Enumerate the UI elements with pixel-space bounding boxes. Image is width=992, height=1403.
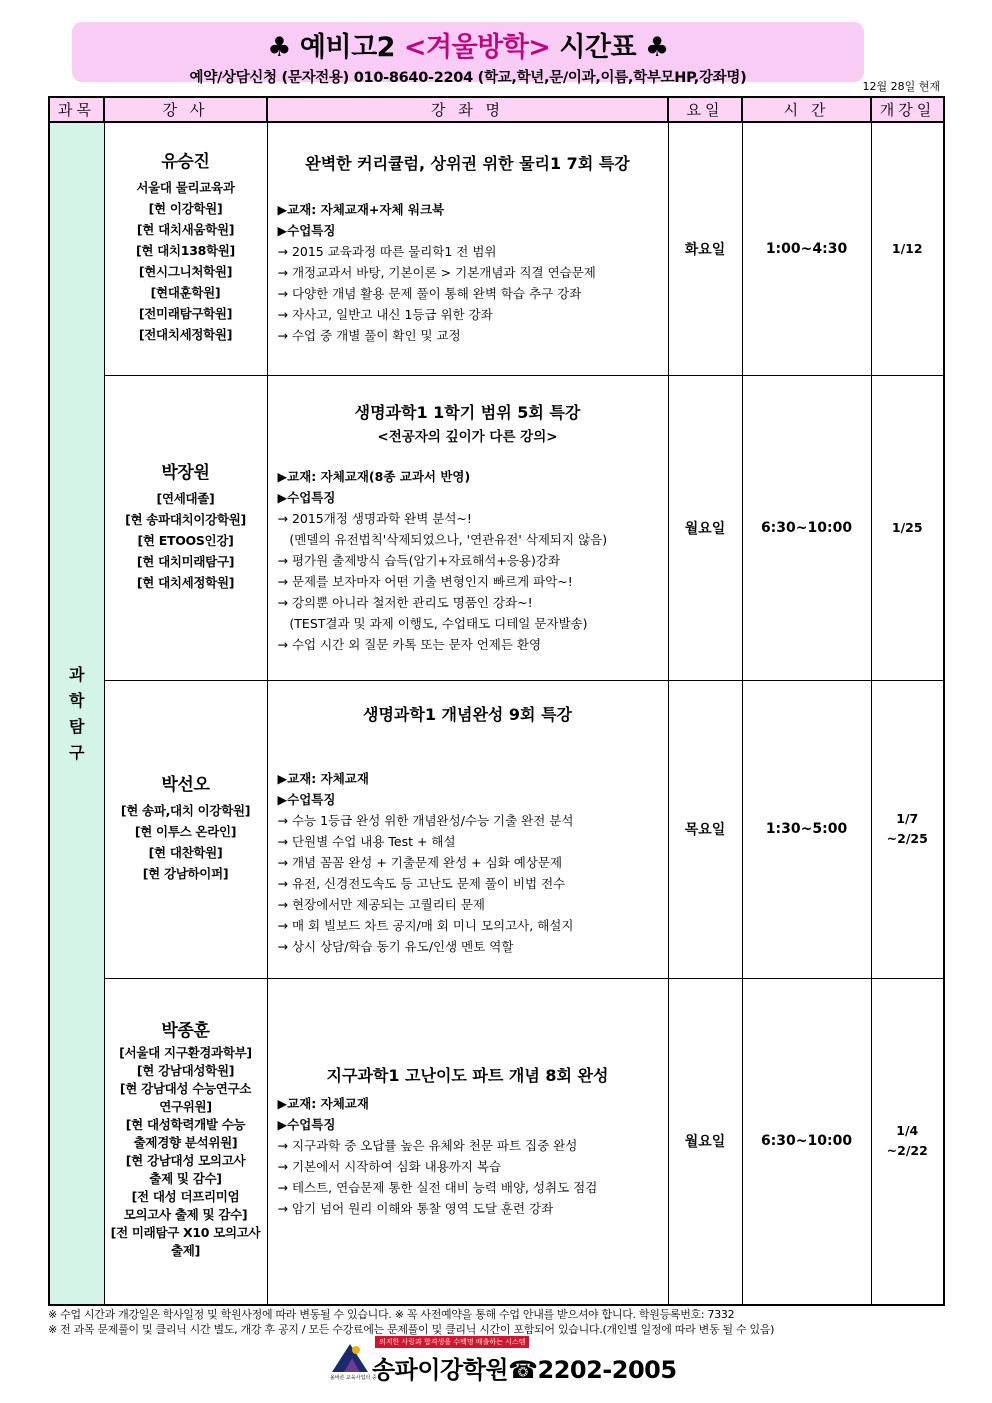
teacher-name: 박종훈 (161, 1021, 210, 1042)
table-header-row (49, 97, 944, 122)
day-cell: 월요일 (668, 978, 742, 1305)
course-subtitle: <전공자의 깊이가 다른 강의> (377, 429, 558, 445)
course-title: 완벽한 커리큘럼, 상위권 위한 물리1 7회 특강 (305, 154, 630, 174)
course-cell: 지구과학1 고난이도 파트 개념 8회 완성 ▶교재: 자체교재 ▶수업특징 → 지구과학 중 오답률 높은 유체와 천문 파트 집중 완성 → 기본에서 시작하여 심화 내용까지 복습 → 테스트, 연습문제 통한 실전 대비 능력 배양, 성취도 점검 → 암기 넘어 원리 이해와 통찰 영역 도달 훈련 강좌 (267, 978, 668, 1305)
contact-line: 예약/상담신청 (문자전용) 010-8640-2204 (학교,학년,문/이과,이름,학부모HP,강좌명) (189, 70, 747, 86)
teacher-cell: 박장원 [연세대졸] [현 송파대치이강학원] [현 ETOOS인강] [현 대치미래탐구] [현 대치세정학원] (104, 375, 267, 680)
subject-cell: 과 학 탐 구 (49, 122, 104, 1305)
course-title: 생명과학1 개념완성 9회 특강 (363, 704, 572, 724)
col-header-start: 개강일 (871, 97, 944, 122)
course-cell: 생명과학1 개념완성 9회 특강 ▶교재: 자체교재 ▶수업특징 → 수능 1등급 완성 위한 개념완성/수능 기출 완전 분석 → 단원별 수업 내용 Test + 해설 → 개념 꼼꼼 완성 + 기출문제 완성 + 심화 예상문제 → 유전, 신경전도속도 등 고난도 문제 풀이 비법 전수 → 현장에서만 제공되는 고퀄리티 문제 → 매 회 빌보드 차트 공지/매 회 미니 모의고사, 해설지 → 상시 상담/학습 동기 유도/인생 멘토 역할 (267, 680, 668, 978)
footer-notes (48, 1307, 774, 1337)
start-date-cell: 1/12 (871, 122, 944, 375)
col-header-course: 강 좌 명 (267, 97, 668, 122)
day-cell: 화요일 (668, 122, 742, 375)
table-row (49, 680, 944, 978)
table-row (49, 122, 944, 375)
academy-badge: 의지한 사랑과 합격생을 수백명 배출하는 시스템 (375, 1336, 529, 1348)
course-cell: 생명과학1 1학기 범위 5회 특강 <전공자의 깊이가 다른 강의> ▶교재: 자체교재(8종 교과서 반영) ▶수업특징 → 2015개정 생명과학 완벽 분석~! (멘델의 유전법칙'삭제되었으나, '연관유전' 삭제되지 않음) → 평가원 출제방식 습득(암기+자료해석+응용)강좌 → 문제를 보자마자 어떤 기출 변형인지 빠르게 파악~! → 강의뿐 아니라 철저한 관리도 명품인 강좌~! (TEST결과 및 과제 이행도, 수업태도 디테일 문자발송) → 수업 시간 외 질문 카톡 또는 문자 언제든 환영 (267, 375, 668, 680)
academy-emblem-icon (330, 1342, 370, 1374)
footer-note-1: ※ 수업 시간과 개강일은 학사일정 및 학원사정에 따라 변동될 수 있습니다. ※ 꼭 사전예약을 통해 수업 안내를 받으셔야 합니다. 학원등록번호: 7332 (48, 1308, 735, 1321)
teacher-cell: 박종훈 [서울대 지구환경과학부] [현 강남대성학원] [현 강남대성 수능연구소 연구위원] [현 대성학력개발 수능 출제경향 분석위원] [현 강남대성 모의고사 출제 및 감수] [전 대성 더프리미엄 모의고사 출제 및 감수] [전 미래탐구 X10 모의고사 출제] (104, 978, 267, 1305)
col-header-subject: 과목 (49, 97, 104, 122)
date-note: 12월 28일 현재 (862, 80, 940, 93)
teacher-name: 박장원 (161, 462, 210, 483)
page-title: ♣ 예비고2 <겨울방학> 시간표 ♣ (267, 32, 669, 63)
course-title: 생명과학1 1학기 범위 5회 특강 (354, 403, 581, 422)
course-title: 지구과학1 고난이도 파트 개념 8회 완성 (326, 1066, 609, 1086)
course-cell: 완벽한 커리큘럼, 상위권 위한 물리1 7회 특강 ▶교재: 자체교재+자체 워크북 ▶수업특징 → 2015 교육과정 따른 물리학1 전 범위 → 개정교과서 바탕, 기본이론 > 기본개념과 직결 연습문제 → 다양한 개념 활용 문제 풀이 통해 완벽 학습 추구 강좌 → 자사고, 일반고 내신 1등급 위한 강좌 → 수업 중 개별 풀이 확인 및 교정 (267, 122, 668, 375)
schedule-table (48, 96, 945, 1306)
start-date-cell: 1/4 ~2/22 (871, 978, 944, 1305)
table-row (49, 375, 944, 680)
col-header-day: 요일 (668, 97, 742, 122)
day-cell: 월요일 (668, 375, 742, 680)
academy-logo (330, 1336, 677, 1386)
time-cell: 1:00~4:30 (742, 122, 871, 375)
time-cell: 6:30~10:00 (742, 978, 871, 1305)
table-row (49, 978, 944, 1305)
col-header-teacher: 강 사 (104, 97, 267, 122)
start-date-cell: 1/25 (871, 375, 944, 680)
teacher-name: 박선오 (161, 774, 210, 795)
academy-tagline: 올바른 교육사업의 중 (330, 1375, 377, 1381)
day-cell: 목요일 (668, 680, 742, 978)
time-cell: 6:30~10:00 (742, 375, 871, 680)
footer-note-2: ※ 전 과목 문제풀이 및 클리닉 시간 별도, 개강 후 공지 / 모든 수강료에는 문제풀이 및 클리닉 시간이 포함되어 있습니다.(개인별 일정에 따라 변동 될 수 있음) (48, 1323, 775, 1336)
time-cell: 1:30~5:00 (742, 680, 871, 978)
club-icon: ♣ (645, 32, 669, 63)
teacher-cell: 유승진 서울대 물리교육과 [현 이강학원] [현 대치새움학원] [현 대치138학원] [현시그니처학원] [현대훈학원] [전미래탐구학원] [전대치세정학원] (104, 122, 267, 375)
teacher-name: 유승진 (161, 152, 210, 173)
col-header-time: 시 간 (742, 97, 871, 122)
start-date-cell: 1/7 ~2/25 (871, 680, 944, 978)
teacher-cell: 박선오 [현 송파,대치 이강학원] [현 이투스 온라인] [현 대찬학원] [현 강남하이퍼] (104, 680, 267, 978)
page-header (72, 22, 864, 86)
club-icon: ♣ (267, 32, 291, 63)
academy-name-phone: 송파이강학원☎2202-2005 (372, 1356, 677, 1384)
